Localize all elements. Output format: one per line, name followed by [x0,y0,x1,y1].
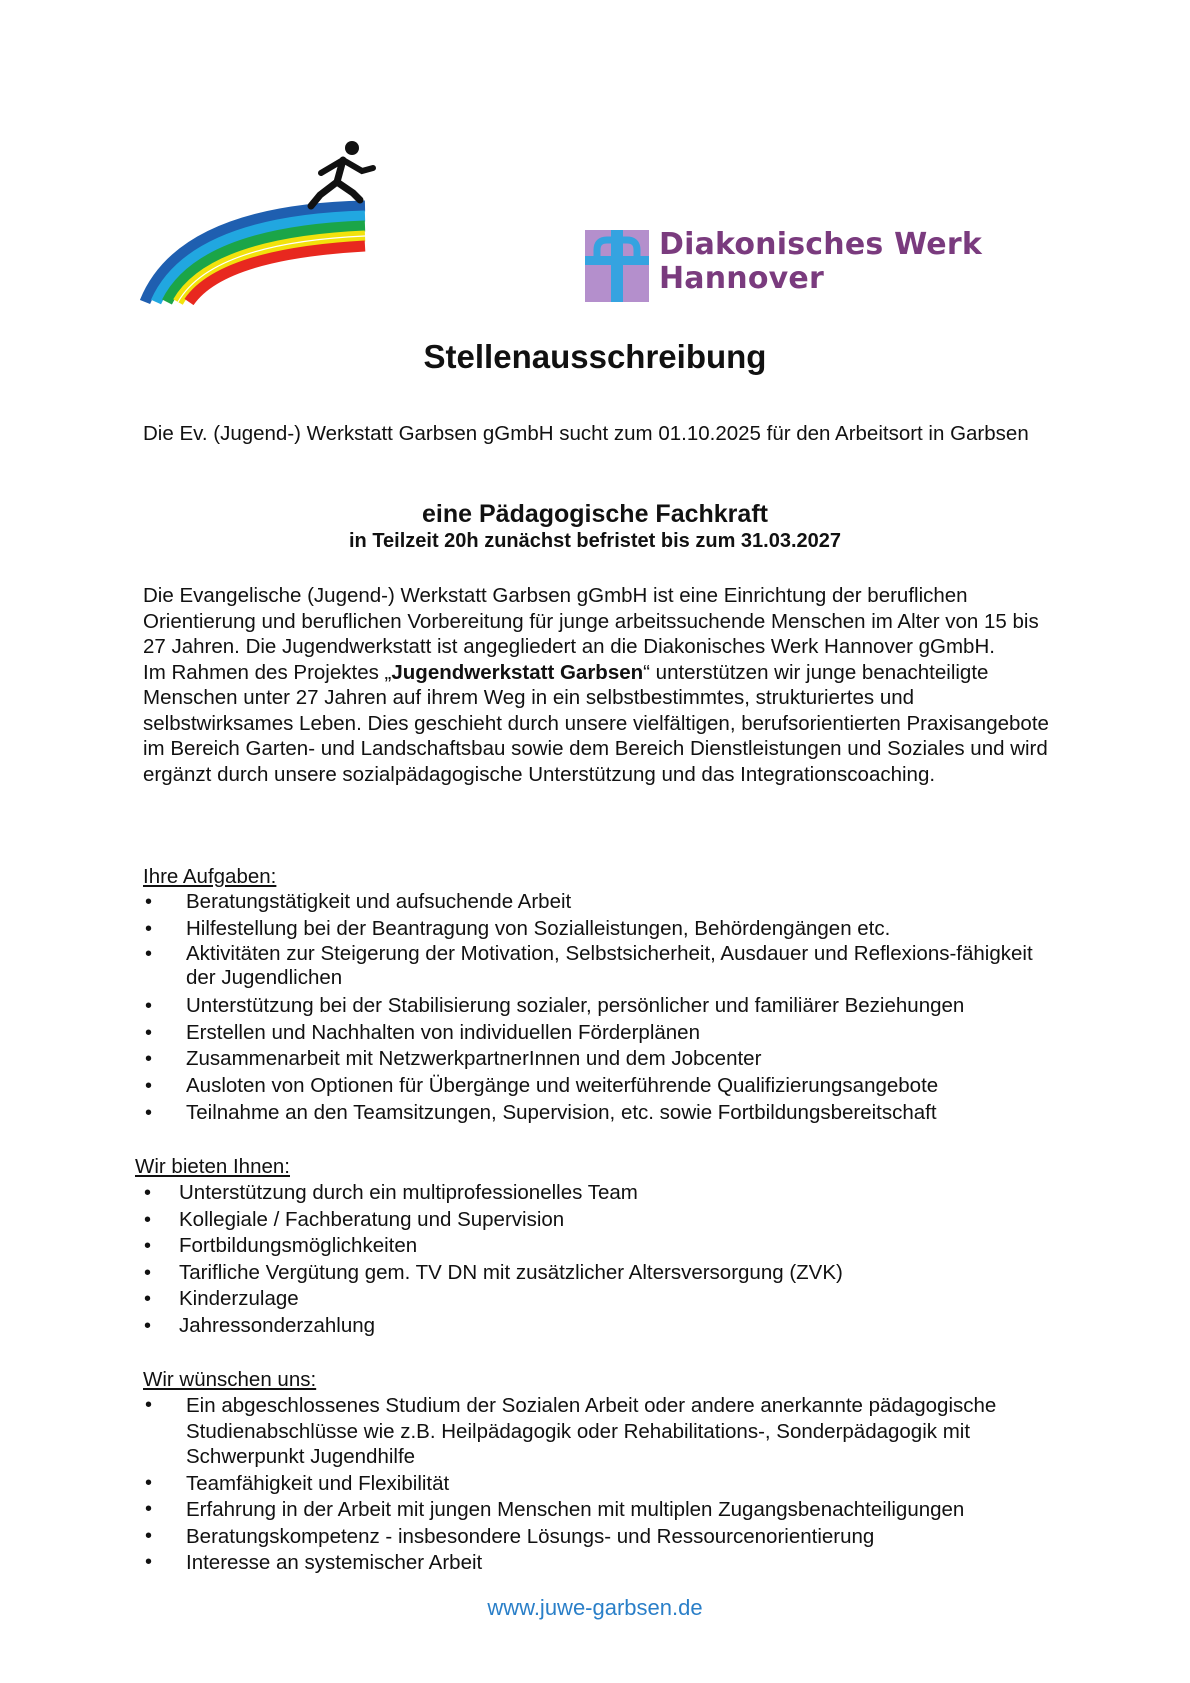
bullet-icon: • [145,1471,153,1494]
list-item [143,1550,1063,1576]
tasks-list [143,889,1063,1126]
bullet-icon: • [144,1314,152,1337]
bullet-icon: • [144,1235,152,1258]
bullet-icon: • [144,1261,152,1284]
description-paragraph-2 [143,660,1063,788]
description-p2-start: Im Rahmen des Projektes „ [143,660,392,684]
job-subtitle: in Teilzeit 20h zunächst befristet bis zum 31.03.2027 [348,530,842,552]
tasks-heading: Ihre Aufgaben: [143,865,277,888]
bullet-icon: • [144,1208,152,1231]
description [143,583,1063,787]
task-text: Beratungstätigkeit und aufsuchende Arbeit [186,890,572,913]
list-item [143,1497,1063,1523]
org-name-line1: Diakonisches Werk [659,227,982,262]
offer-text: Unterstützung durch ein multiprofessionelles Team [179,1181,638,1204]
list-item [135,1207,1055,1234]
wish-text: Beratungskompetenz - insbesondere Lösungs- und Ressourcenorientierung [186,1524,875,1548]
bullet-icon: • [145,1394,153,1416]
bullet-icon: • [145,995,153,1018]
jugendwerkstatt-rainbow-logo [140,138,390,306]
description-paragraph-1: Die Evangelische (Jugend-) Werkstatt Garbsen gGmbH ist eine Einrichtung der beruflichen Orientierung und beruflichen Vorbereitung für junge arbeitssuchende Menschen im Alter von 15 bis 27 Jahren. Die Jugendwerkstatt ist angegliedert an die Diakonisches Werk Hannover gGmbH. [143,584,1039,658]
offer-text: Fortbildungsmöglichkeiten [179,1234,418,1258]
wish-list [143,1393,1063,1576]
bullet-icon: • [145,1101,153,1124]
task-text: Ausloten von Optionen für Übergänge und weiterführende Qualifizierungsangebote [186,1073,939,1097]
offer-list [135,1180,1055,1340]
bullet-icon: • [145,1551,153,1573]
bullet-icon: • [145,1074,153,1097]
list-item [143,916,1063,943]
offer-text: Kollegiale / Fachberatung und Supervision [179,1207,565,1231]
bullet-icon: • [145,1524,153,1547]
offer-text: Tarifliche Vergütung gem. TV DN mit zusätzlicher Altersversorgung (ZVK) [179,1260,843,1284]
wish-heading: Wir wünschen uns: [143,1368,317,1391]
list-item [135,1180,1055,1207]
wish-text: Ein abgeschlossenes Studium der Sozialen Arbeit oder andere anerkannte pädagogische Studienabschlüsse wie z.B. Heilpädagogik oder Rehabilitations-, Sonderpädagogik mit Schwerpunkt Jugendhilfe [186,1394,997,1468]
diakonie-wordmark [659,228,982,296]
offer-text: Kinderzulage [179,1287,299,1311]
offer-heading: Wir bieten Ihnen: [135,1155,290,1178]
list-item [143,1046,1063,1073]
task-text: Teilnahme an den Teamsitzungen, Supervision, etc. sowie Fortbildungsbereitschaft [186,1100,937,1124]
list-item [135,1260,1055,1287]
wish-text: Erfahrung in der Arbeit mit jungen Menschen mit multiplen Zugangsbenachteiligungen [186,1498,965,1521]
intro-text: Die Ev. (Jugend-) Werkstatt Garbsen gGmbH sucht zum 01.10.2025 für den Arbeitsort in Garbsen [143,422,1029,445]
bullet-icon: • [144,1288,152,1311]
bullet-icon: • [145,943,153,966]
org-name-line2: Hannover [659,261,824,296]
list-item [143,942,1063,990]
website-link[interactable]: www.juwe-garbsen.de [487,1595,703,1620]
bullet-icon: • [145,917,153,940]
list-item [135,1313,1055,1340]
bullet-icon: • [145,1048,153,1071]
list-item [135,1286,1055,1313]
bullet-icon: • [145,891,153,913]
list-item [143,993,1063,1020]
page-title: Stellenausschreibung [423,338,767,375]
list-item [143,1020,1063,1047]
description-p2-rest: “ unterstützen wir junge benachteiligte Menschen unter 27 Jahren auf ihrem Weg in ein selbstbestimmtes, strukturiertes und selbstwirksames Leben. Dies geschieht durch unsere vielfältigen, berufsorientierten Praxisangebote im Bereich Garten- und Landschaftsbau sowie dem Bereich Dienstleistungen und Soziales und wird ergänzt durch unsere sozialpädagogische Unterstützung und das Integrationscoaching. [143,660,1049,786]
task-text: Zusammenarbeit mit NetzwerkpartnerInnen und dem Jobcenter [186,1047,762,1071]
project-name: Jugendwerkstatt Garbsen [391,660,644,684]
bullet-icon: • [145,1021,153,1044]
list-item [135,1233,1055,1260]
list-item [143,1524,1063,1550]
bullet-icon: • [144,1182,152,1204]
bullet-icon: • [145,1498,153,1520]
list-item [143,1073,1063,1100]
diakonie-cross-icon [583,228,651,304]
wish-text: Interesse an systemischer Arbeit [186,1551,483,1574]
offer-text: Jahressonderzahlung [179,1313,376,1337]
wish-text: Teamfähigkeit und Flexibilität [186,1471,450,1495]
task-text: Unterstützung bei der Stabilisierung sozialer, persönlicher und familiärer Beziehungen [186,994,965,1018]
list-item [143,889,1063,916]
task-text: Aktivitäten zur Steigerung der Motivation, Selbstsicherheit, Ausdauer und Reflexions-fähigkeit der Jugendlichen [186,942,1033,990]
task-text: Erstellen und Nachhalten von individuellen Förderplänen [186,1020,700,1044]
task-text: Hilfestellung bei der Beantragung von Sozialleistungen, Behördengängen etc. [186,916,891,940]
diakonie-logo [583,228,1003,304]
list-item [143,1393,1063,1470]
list-item [143,1471,1063,1497]
jumping-figure-icon [311,141,373,206]
list-item [143,1100,1063,1127]
job-title: eine Pädagogische Fachkraft [422,500,768,528]
